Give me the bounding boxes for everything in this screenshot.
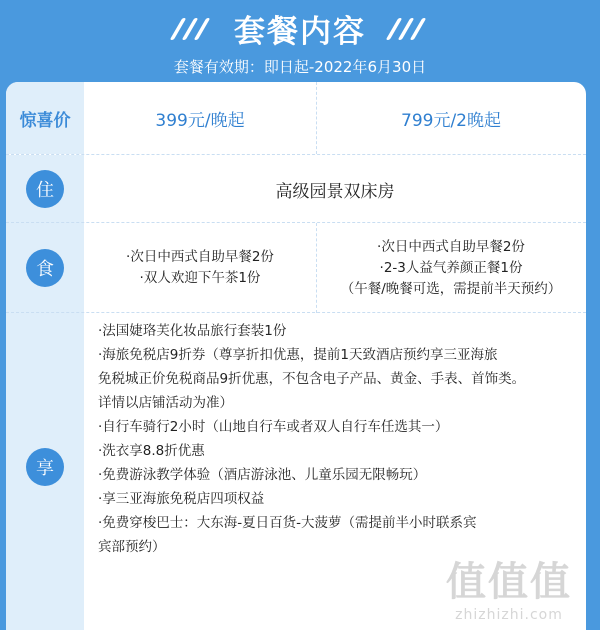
right-decor-slashes <box>384 18 434 40</box>
room-type: 高级园景双床房 <box>275 181 395 202</box>
list-item: ·享三亚海旅免税店四项权益 <box>98 491 265 507</box>
list-item: ·免费游泳教学体验（酒店游泳池、儿童乐园无限畅玩） <box>98 467 427 483</box>
stay-icon: 住 <box>26 170 64 208</box>
food-option-1-line: ·次日中西式自助早餐2份 <box>126 249 274 265</box>
list-item: ·洗衣享8.8折优惠 <box>98 443 205 459</box>
list-item: ·自行车骑行2小时（山地自行车或者双人自行车任选其一） <box>98 419 449 435</box>
food-option-1-line: ·双人欢迎下午茶1份 <box>139 270 261 286</box>
price-option-1: 399元/晚起 <box>155 110 245 131</box>
list-item: 免税城正价免税商品9折优惠，不包含电子产品、黄金、手表、首饰类。 <box>98 371 526 387</box>
list-item: 详情以店铺活动为准） <box>98 395 233 411</box>
enjoy-icon: 享 <box>26 448 64 486</box>
food-option-2 <box>316 237 586 300</box>
package-card <box>6 82 586 630</box>
watermark-domain: zhizhizhi.com <box>455 607 563 623</box>
price-option-2: 799元/2晚起 <box>401 110 501 131</box>
list-item: ·海旅免税店9折券（尊享折扣优惠，提前1天致酒店预约享三亚海旅 <box>98 347 498 363</box>
price-label: 惊喜价 <box>19 110 71 131</box>
site-watermark <box>446 550 572 623</box>
list-item: ·免费穿梭巴士：大东海-夏日百货-大菠萝（需提前半小时联系宾 <box>98 515 477 531</box>
stay-row <box>6 154 586 223</box>
price-row <box>6 82 586 154</box>
food-row <box>6 222 586 313</box>
watermark-logo: 值值值 <box>446 559 572 605</box>
header <box>0 0 600 82</box>
list-item: ·法国婕珞芙化妆品旅行套装1份 <box>98 323 287 339</box>
validity-text: 套餐有效期：即日起-2022年6月30日 <box>173 58 427 76</box>
food-option-2-line: （午餐/晚餐可选，需提前半天预约） <box>340 281 562 297</box>
page-title: 套餐内容 <box>234 14 366 50</box>
enjoy-row <box>6 312 586 630</box>
food-option-2-line: ·2-3人益气养颜正餐1份 <box>379 260 523 276</box>
food-option-2-line: ·次日中西式自助早餐2份 <box>377 239 525 255</box>
food-option-1 <box>84 247 316 289</box>
list-item: 宾部预约） <box>98 539 166 555</box>
food-icon: 食 <box>26 249 64 287</box>
benefits-list <box>98 319 578 559</box>
